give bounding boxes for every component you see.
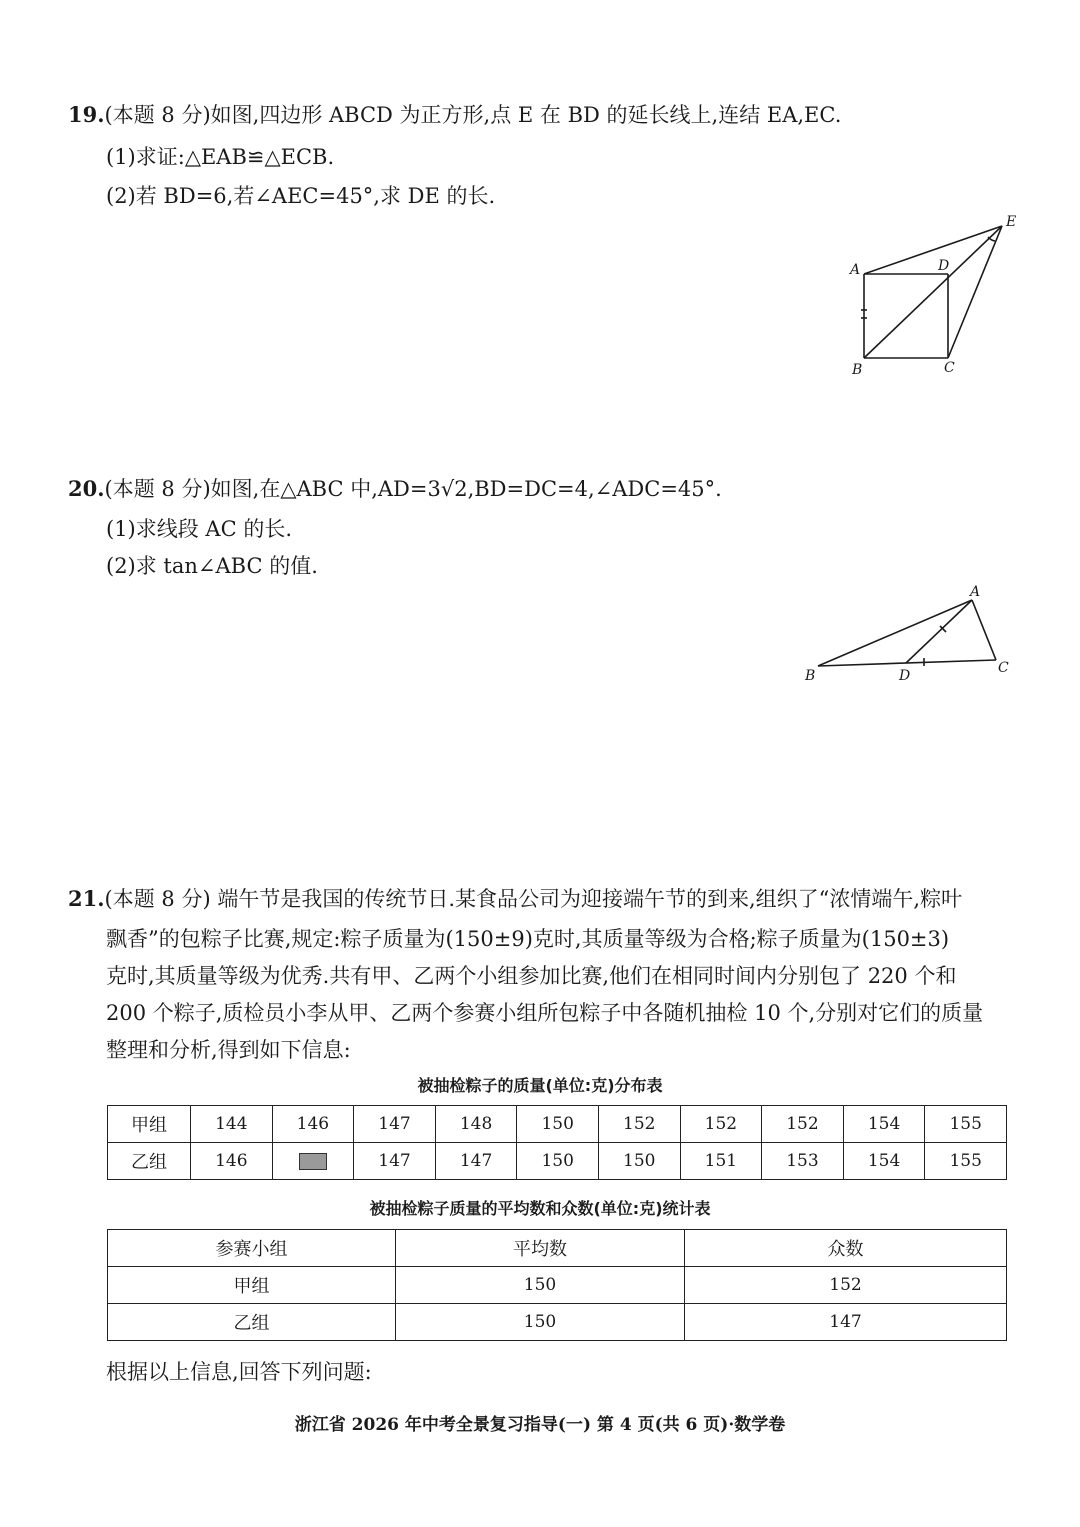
segment-AC [972,600,996,660]
q20-figure [800,580,1020,694]
table1-caption: 被抽检粽子的质量(单位:克)分布表 [417,1076,663,1095]
q19-part2: (2)若 BD=6,若∠AEC=45°,求 DE 的长. [106,184,496,208]
mean-mode-table [107,1229,1007,1341]
blot-mark [299,1153,327,1170]
q19-figure [840,210,1030,389]
q21-line-1: 21.(本题 8 分) 端午节是我国的传统节日.某食品公司为迎接端午节的到来,组织了“浓情端午,粽叶 [68,886,963,911]
q21-closing: 根据以上信息,回答下列问题: [106,1360,372,1384]
q20-stem: (本题 8 分)如图,在△ABC 中,AD=3√2,BD=DC=4,∠ADC=45°. [104,477,722,501]
q20-part2: (2)求 tan∠ABC 的值. [106,554,318,578]
q19-stem-line [68,102,841,128]
page-footer: 浙江省 2026 年中考全景复习指导(一) 第 4 页(共 6 页)·数学卷 [294,1415,786,1435]
table2-caption: 被抽检粽子质量的平均数和众数(单位:克)统计表 [369,1199,711,1218]
label-D: D [938,258,950,274]
label-C: C [998,660,1009,676]
label-A: A [970,584,981,600]
q20-part1: (1)求线段 AC 的长. [106,517,293,541]
table-row: 甲组 144 146 147 148 150 152 152 152 154 155 [108,1106,1007,1143]
label-C: C [944,360,955,376]
table-row: 乙组 150 147 [108,1304,1007,1341]
q19-stem: (本题 8 分)如图,四边形 ABCD 为正方形,点 E 在 BD 的延长线上,连结 EA,EC. [104,103,842,127]
segment-EC [948,226,1002,358]
table-row: 乙组 146 147 147 150 150 151 153 154 155 [108,1143,1007,1180]
label-B: B [852,362,863,378]
q20-number: 20. [68,476,105,501]
q19-part1: (1)求证:△EAB≌△ECB. [106,145,335,169]
label-A: A [850,262,861,278]
label-B: B [805,668,816,684]
mass-distribution-table [107,1105,1007,1180]
table-row: 甲组 150 152 [108,1267,1007,1304]
table-header-row: 参赛小组 平均数 众数 [108,1230,1007,1267]
label-E: E [1006,214,1017,230]
segment-BA [818,600,972,666]
q21-line-5: 整理和分析,得到如下信息: [106,1038,351,1062]
q21-line-2: 飘香”的包粽子比赛,规定:粽子质量为(150±9)克时,其质量等级为合格;粽子质量为(150±3) [106,927,950,951]
segment-EA [864,226,1002,274]
q21-line-3: 克时,其质量等级为优秀.共有甲、乙两个小组参加比赛,他们在相同时间内分别包了 220 个和 [106,964,957,988]
segment-AD [906,600,972,663]
q21-line-4: 200 个粽子,质检员小李从甲、乙两个参赛小组所包粽子中各随机抽检 10 个,分别对它们的质量 [106,1001,984,1025]
label-D: D [899,668,911,684]
q21-number: 21. [68,886,105,911]
q20-stem-line [68,476,722,502]
q19-number: 19. [68,102,105,127]
obscured-cell [272,1143,354,1180]
diagonal-BE [864,226,1002,358]
